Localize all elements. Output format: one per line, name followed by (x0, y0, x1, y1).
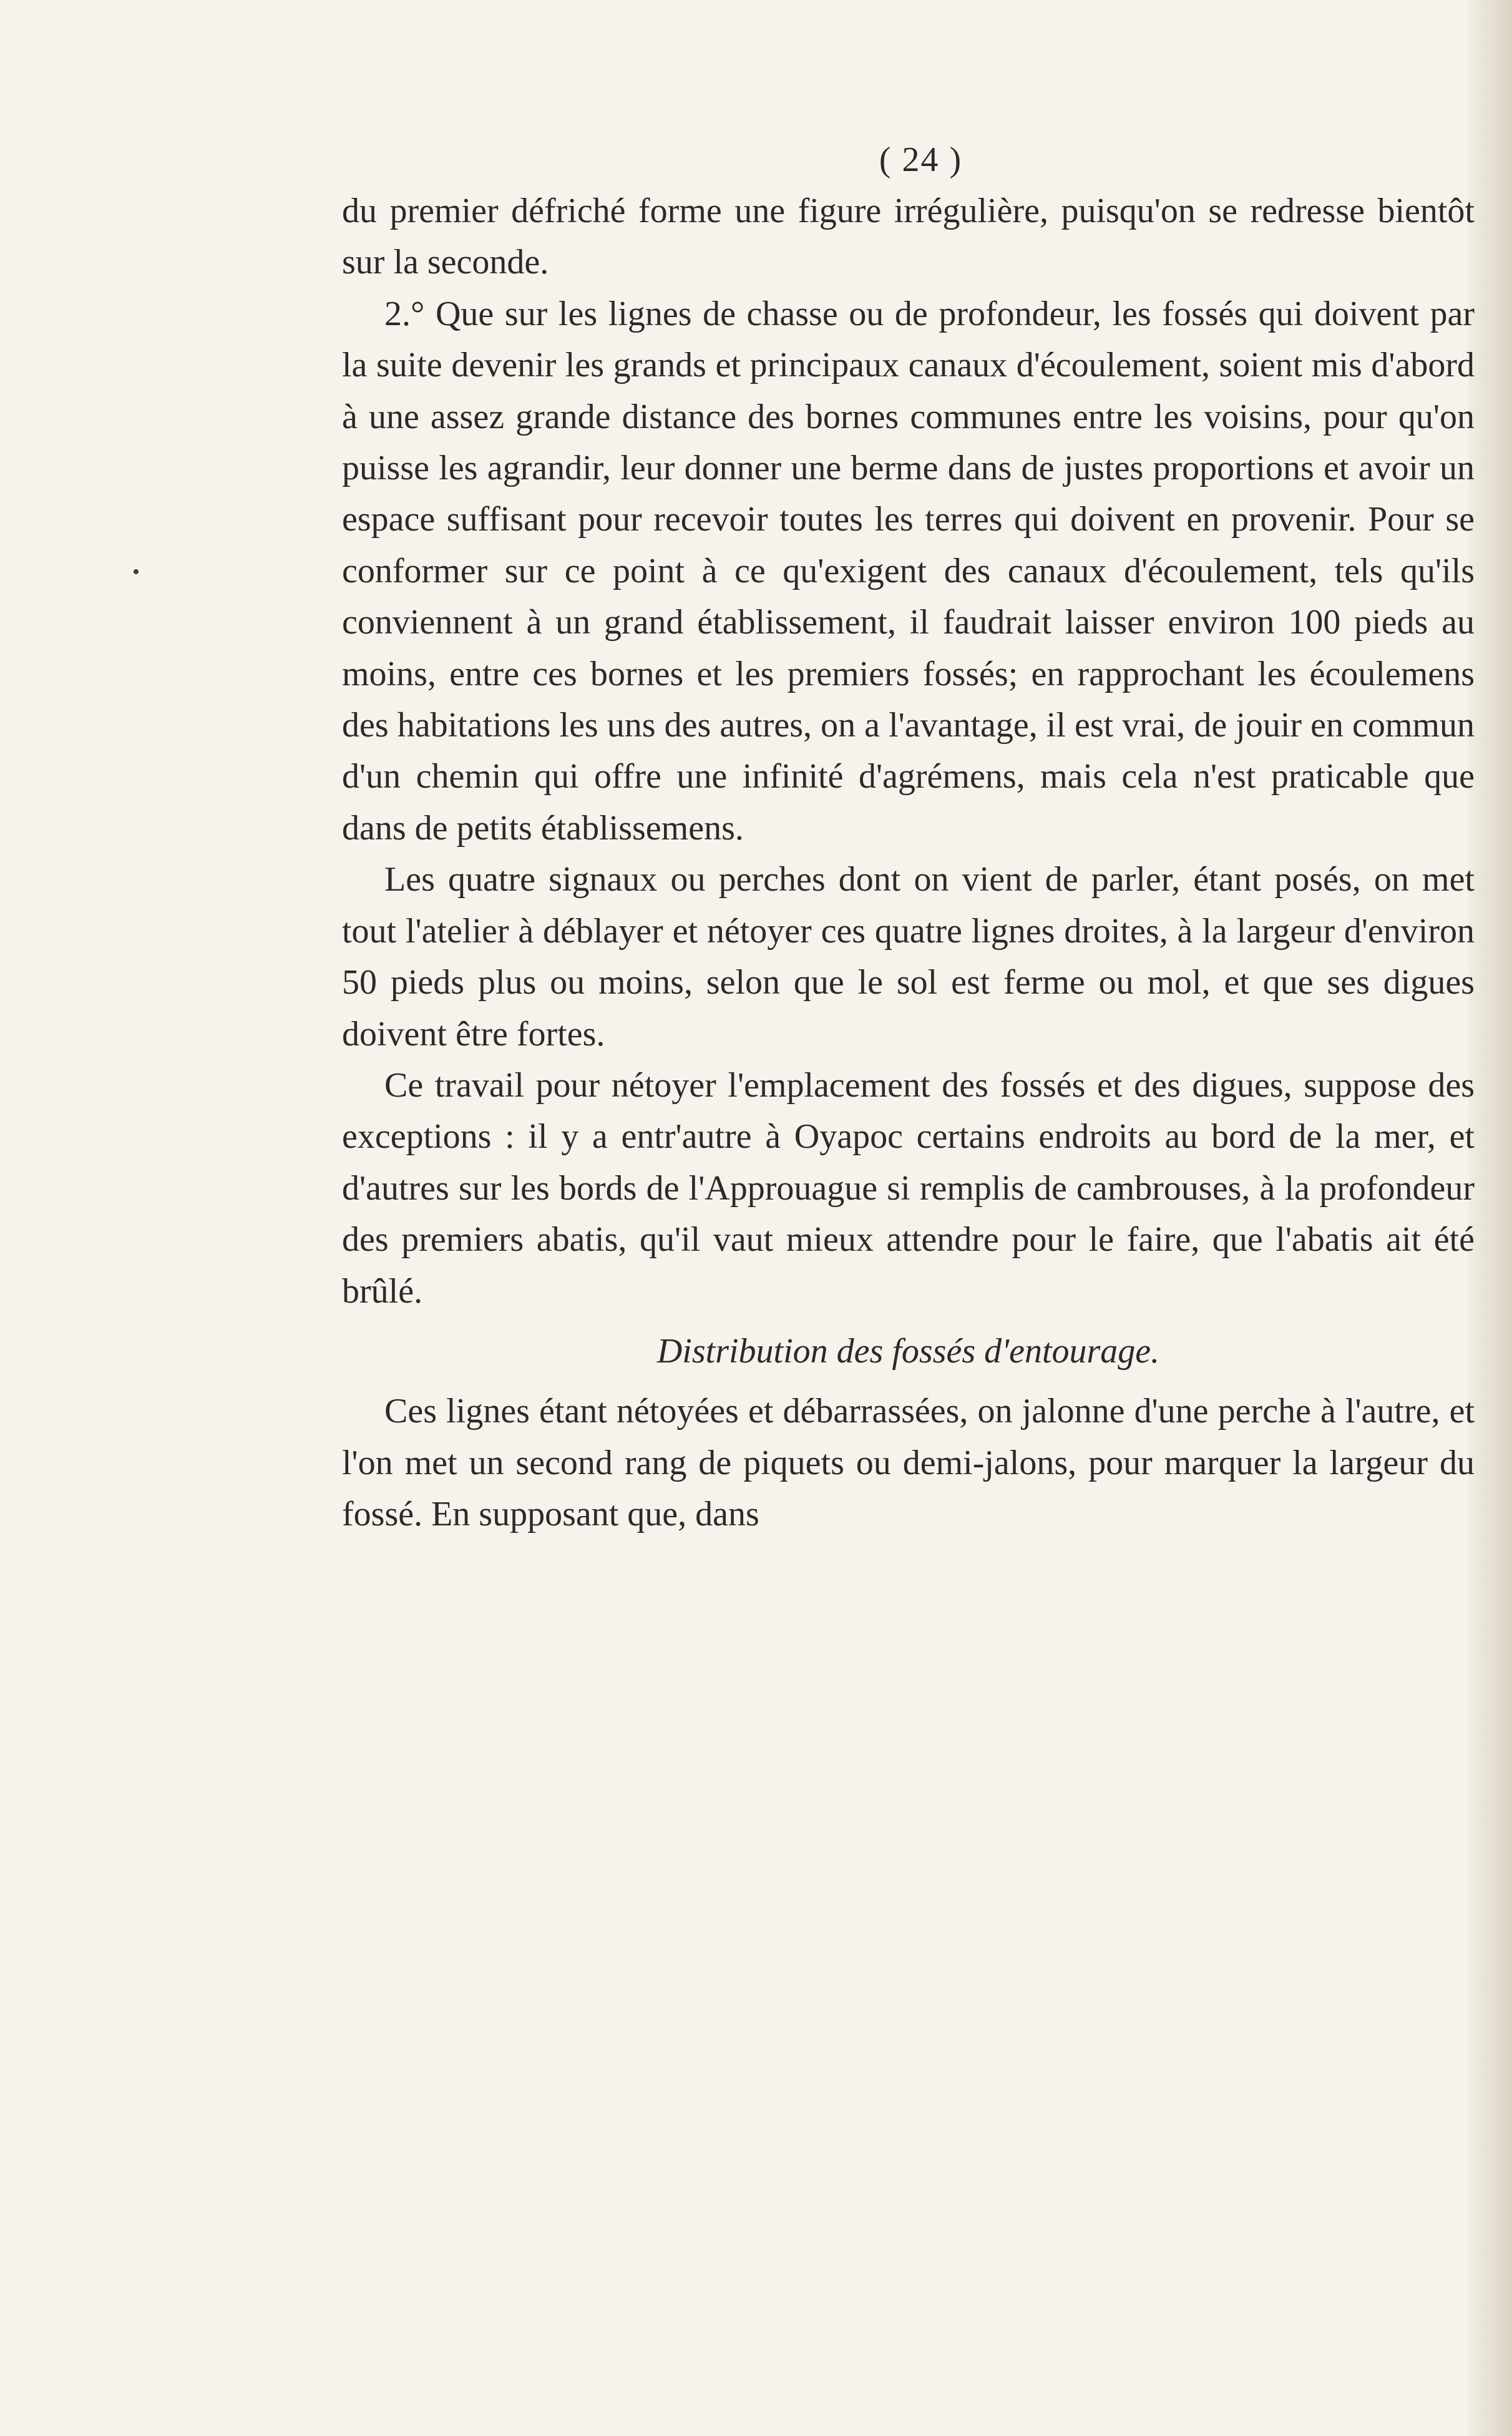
paragraph-continued: du premier défriché forme une figure irrégulière, puisqu'on se redresse bientôt sur la seconde. (342, 192, 1475, 282)
paragraph-list-item-2: 2.° Que sur les lignes de chasse ou de profondeur, les fossés qui doivent par la suite devenir les grands et principaux canaux d'écoulement, soient mis d'abord à une assez grande distance des bornes communes entre les voisins, pour qu'on puisse les agrandir, leur donner une berme dans de justes proportions et avoir un espace suffisant pour recevoir toutes les terres qui doivent en provenir. Pour se conformer sur ce point à ce qu'exigent des canaux d'écoulement, tels qu'ils conviennent à un grand établissement, il faudrait laisser environ 100 pieds au moins, entre ces bornes et les premiers fossés; en rapprochant les écoulemens des habitations les uns des autres, on a l'avantage, il est vrai, de jouir en commun d'un chemin qui offre une infinité d'agrémens, mais cela n'est praticable que dans de petits établissemens. (342, 294, 1475, 848)
page-number: ( 24 ) (879, 140, 963, 179)
paragraph-signals: Les quatre signaux ou perches dont on vient de parler, étant posés, on met tout l'atelier à déblayer et nétoyer ces quatre lignes droites, à la largeur d'environ 50 pieds plus ou moins, selon que le sol est ferme ou mol, et que ses digues doivent être fortes. (342, 860, 1475, 1054)
section-heading: Distribution des fossés d'entourage. (656, 1331, 1160, 1371)
page-edge-shadow (1468, 0, 1512, 2436)
page-text-block (342, 134, 1475, 1540)
paragraph-exceptions: Ce travail pour nétoyer l'emplacement des fossés et des digues, suppose des exceptions : il y a entr'autre à Oyapoc certains endroits au bord de la mer, et d'autres sur les bords de l'Approuague si remplis de cambrouses, à la profondeur des premiers abatis, qu'il vaut mieux attendre pour le faire, que l'abatis ait été brûlé. (342, 1065, 1475, 1311)
ink-speck (134, 569, 139, 574)
paragraph-closing: Ces lignes étant nétoyées et débarrassées, on jalonne d'une perche à l'autre, et l'on met un second rang de piquets ou demi-jalons, pour marquer la largeur du fossé. En supposant que, dans (342, 1392, 1475, 1534)
